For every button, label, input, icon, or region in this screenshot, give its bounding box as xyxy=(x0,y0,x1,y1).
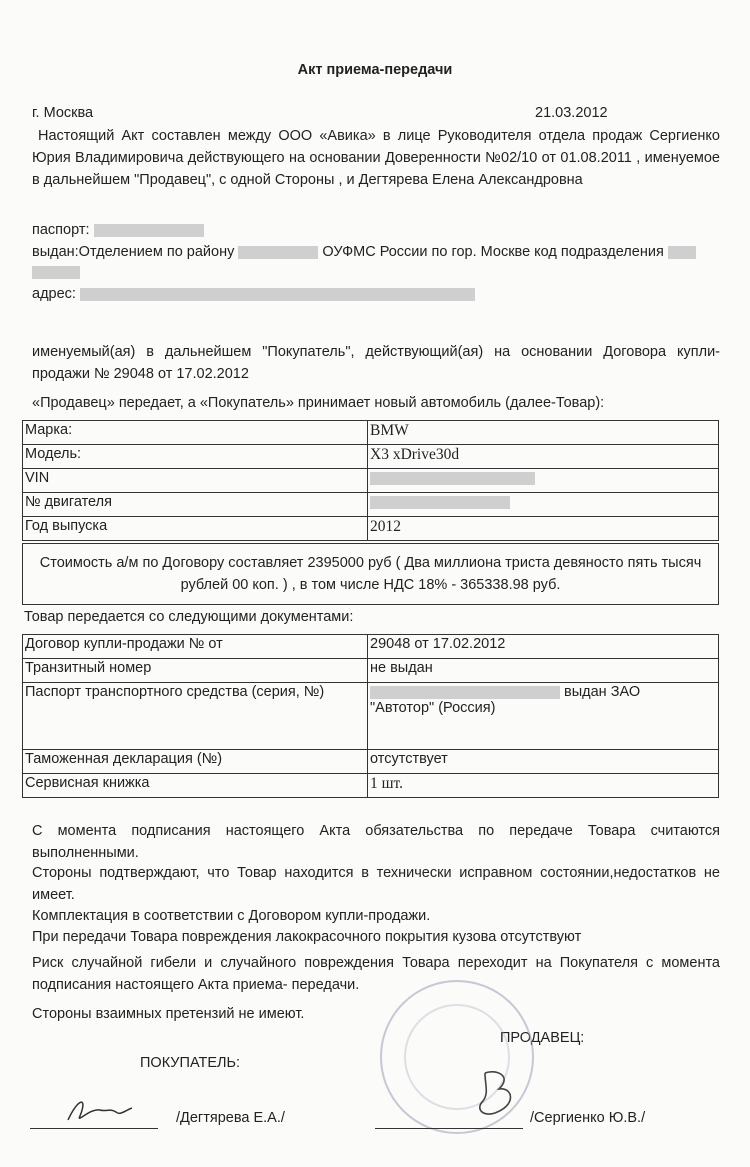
row-value xyxy=(368,683,719,750)
pts-issuer: "Автотор" (Россия) xyxy=(370,700,496,716)
row-value: отсутствует xyxy=(368,750,719,774)
clause-1: С момента подписания настоящего Акта обязательства по передаче Товара считаются выполненными. xyxy=(32,823,720,861)
row-label: Марка: xyxy=(23,421,368,445)
passport-line xyxy=(32,222,204,238)
city: г. Москва xyxy=(32,105,94,121)
redacted-block xyxy=(370,472,535,485)
table-row xyxy=(23,469,719,493)
clause-3: Комплектация в соответствии с Договором купли-продажи. xyxy=(32,908,431,924)
clause-5: Риск случайной гибели и случайного повреждения Товара переходит на Покупателя с момента подписания настоящего Акта приема- передачи. xyxy=(32,955,720,993)
row-value xyxy=(368,493,719,517)
issued-line xyxy=(32,244,722,260)
table-row xyxy=(23,774,719,798)
address-label: адрес: xyxy=(32,286,76,302)
table-row xyxy=(23,493,719,517)
row-value: 1 шт. xyxy=(368,774,719,798)
pts-issued: выдан ЗАО xyxy=(564,684,641,700)
documents-table xyxy=(22,634,719,798)
table-row xyxy=(23,445,719,469)
cost-statement: Стоимость а/м по Договору составляет 2395000 руб ( Два миллиона триста девяносто пять тысяч рублей 00 коп. ) , в том числе НДС 18% - 365338.98 руб. xyxy=(22,543,719,605)
seller-name: /Сергиенко Ю.В./ xyxy=(530,1110,646,1126)
seller-signature-line xyxy=(375,1128,523,1129)
row-value: BMW xyxy=(368,421,719,445)
clause-2: Стороны подтверждают, что Товар находится в технически исправном состоянии,недостатков не имеет. xyxy=(32,865,720,903)
table-row xyxy=(23,750,719,774)
row-label: Сервисная книжка xyxy=(23,774,368,798)
row-label: Таможенная декларация (№) xyxy=(23,750,368,774)
redacted-block xyxy=(32,266,80,279)
document-date: 21.03.2012 xyxy=(535,105,608,121)
redacted-block xyxy=(370,686,560,699)
docs-heading: Товар передается со следующими документами: xyxy=(24,609,354,625)
intro-paragraph: Настоящий Акт составлен между ООО «Авика» в лице Руководителя отдела продаж Сергиенко Юрия Владимировича действующего на основании Доверенности №02/10 от 01.08.2011 , именуемое в дальнейшем "Продавец", с одной Стороны , и Дегтярева Елена Александровна xyxy=(32,128,720,188)
issued-mid: ОУФМС России по гор. Москве код подразделения xyxy=(322,244,664,260)
row-label: Транзитный номер xyxy=(23,659,368,683)
table-row xyxy=(23,517,719,541)
redacted-block xyxy=(94,224,204,237)
row-value xyxy=(368,469,719,493)
seller-label: ПРОДАВЕЦ: xyxy=(500,1030,585,1046)
document-title: Акт приема-передачи xyxy=(297,62,453,78)
redacted-block xyxy=(238,246,318,259)
buyer-name: /Дегтярева Е.А./ xyxy=(176,1110,285,1126)
seller-signature xyxy=(455,1065,525,1135)
buyer-signature-line xyxy=(30,1128,158,1129)
table-row xyxy=(23,635,719,659)
row-label: Договор купли-продажи № от xyxy=(23,635,368,659)
row-label: Модель: xyxy=(23,445,368,469)
buyer-label: ПОКУПАТЕЛЬ: xyxy=(140,1055,241,1071)
address-line xyxy=(32,286,475,302)
row-value: 2012 xyxy=(368,517,719,541)
row-label: № двигателя xyxy=(23,493,368,517)
redacted-block xyxy=(80,288,475,301)
buyer-signature xyxy=(60,1090,140,1130)
car-table xyxy=(22,420,719,541)
table-row xyxy=(23,683,719,750)
row-value: 29048 от 17.02.2012 xyxy=(368,635,719,659)
transfer-paragraph: «Продавец» передает, а «Покупатель» принимает новый автомобиль (далее-Товар): xyxy=(32,395,605,411)
table-row xyxy=(23,421,719,445)
row-label: VIN xyxy=(23,469,368,493)
row-value: X3 xDrive30d xyxy=(368,445,719,469)
row-label: Паспорт транспортного средства (серия, №) xyxy=(23,683,368,750)
redacted-block xyxy=(668,246,696,259)
clause-4: При передачи Товара повреждения лакокрасочного покрытия кузова отсутствуют xyxy=(32,929,582,945)
contract-paragraph: именуемый(ая) в дальнейшем "Покупатель", действующий(ая) на основании Договора купли-продажи № 29048 от 17.02.2012 xyxy=(32,344,720,382)
redacted-block xyxy=(370,496,510,509)
passport-label: паспорт: xyxy=(32,222,90,238)
row-value: не выдан xyxy=(368,659,719,683)
issued-prefix: выдан:Отделением по району xyxy=(32,244,235,260)
row-label: Год выпуска xyxy=(23,517,368,541)
table-row xyxy=(23,659,719,683)
clause-6: Стороны взаимных претензий не имеют. xyxy=(32,1006,305,1022)
